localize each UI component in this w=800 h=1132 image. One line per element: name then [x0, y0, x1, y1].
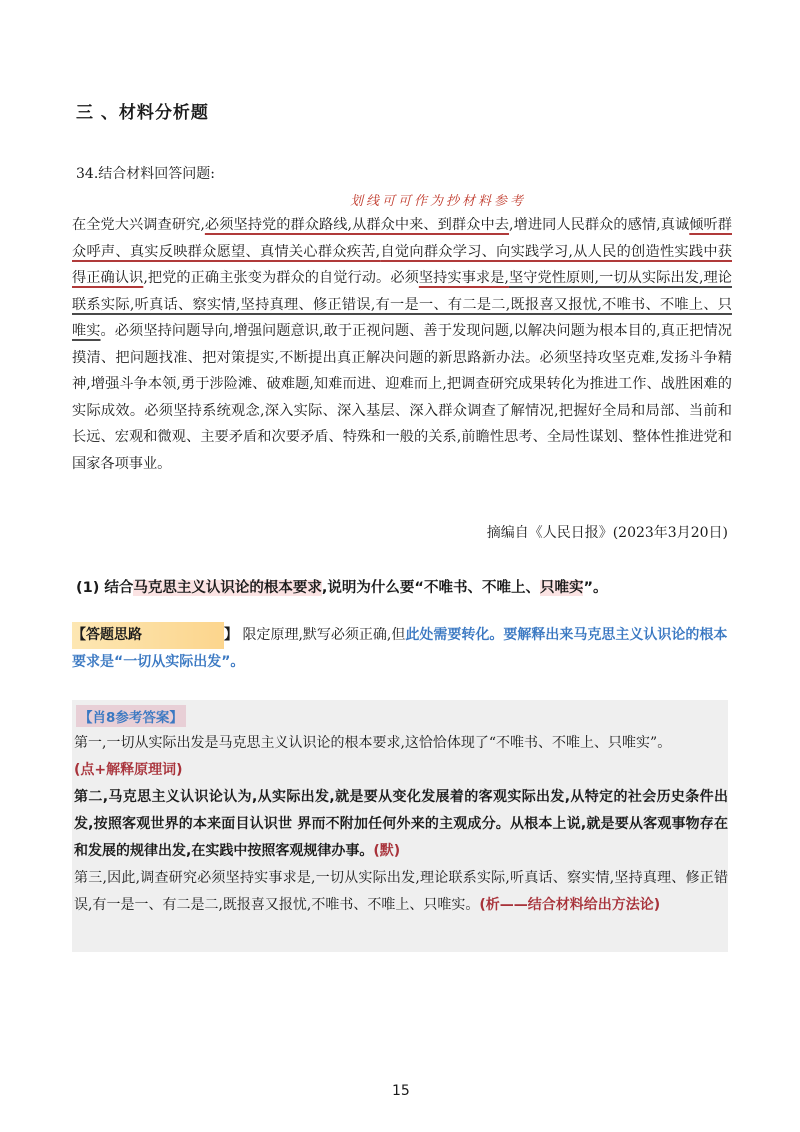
highlighted-term: 马克思主义认识论的根本要求 [133, 580, 322, 596]
passage-text: 在全党大兴调查研究, [72, 217, 205, 233]
passage-text: ,增进同人民群众的感情,真诚 [508, 217, 690, 233]
answer-thinking [72, 622, 732, 676]
sub-question [76, 576, 607, 597]
sub-question-suffix: ”。 [583, 580, 608, 596]
answer-paragraph-2 [74, 784, 728, 865]
thinking-tag-label: 【答题思路 [72, 627, 142, 643]
source-citation: 摘编自《人民日报》(2023年3月20日) [486, 525, 728, 541]
underlined-text: 坚持实事求是, [418, 270, 509, 286]
passage-text: ,把党的正确主张变为群众的自觉行动。必须 [143, 270, 419, 286]
thinking-tag [72, 622, 224, 649]
answer-text [74, 730, 728, 919]
answer-note: (默) [373, 843, 401, 859]
answer-tag: 【肖8参考答案】 [76, 705, 186, 727]
underlined-text: 必须坚持党的群众路线,从群众中来、到群众中去 [204, 217, 509, 233]
sub-question-middle: ,说明为什么要“不唯书、不唯上、 [321, 580, 540, 596]
section-title: 三 、材料分析题 [76, 103, 209, 123]
answer-p2-text: 第二,马克思主义认识论认为,从实际出发,就是要从变化发展着的客观实际出发,从特定的社会历史条件出发,按照客观世界的本来面目认识世 界而不附加任何外来的主观成分。从根本上说,就是要从客观事物存在和发展的规律出发,在实践中按照客观规律办事。 [74, 789, 728, 859]
question-number: 34.结合材料回答问题: [76, 166, 215, 182]
thinking-tag-end: 】 [224, 627, 238, 643]
underlined-text: 坚守党性原则,一切从实际出发,理论联系实际,听真话、察实情,坚持真理、修正错误,有一是一、有二是二,既报喜又报忧,不唯书、不唯上、只唯实 [72, 270, 732, 339]
highlighted-term: 只唯实 [539, 580, 584, 596]
passage-text: 。必须坚持问题导向,增强问题意识,敢于正视问题、善于发现问题,以解决问题为根本目的,真正把情况摸清、把问题找准、把对策提实,不断提出真正解决问题的新思路新办法。必须坚持攻坚克难,发扬斗争精神,增强斗争本领,勇于涉险滩、破难题,知难而进、迎难而上,把调查研究成果转化为推进工作、战胜困难的实际成效。必须坚持系统观念,深入实际、深入基层、深入群众调查了解情况,把握好全局和局部、当前和长远、宏观和微观、主要矛盾和次要矛盾、特殊和一般的关系,前瞻性思考、全局性谋划、整体性推进党和国家各项事业。 [72, 323, 732, 472]
answer-p3-text: 第三,因此,调查研究必须坚持实事求是,一切从实际出发,理论联系实际,听真话、察实情,坚持真理、修正错误,有一是一、有二是二,既报喜又报忧,不唯书、不唯上、只唯实。 [74, 870, 728, 913]
thinking-blue: 此处需要转化。要解释出来马克思主义认识论的根本要求是“一切从实际出发”。 [72, 627, 728, 670]
answer-note: (点+解释原理词) [74, 762, 183, 778]
page-number: 15 [392, 1083, 410, 1099]
answer-paragraph-1 [74, 730, 728, 784]
material-passage [72, 212, 732, 477]
underlined-text: 自觉向群众学习、向实践学习,从人民的创造性实践中获得正确认识 [72, 243, 732, 286]
answer-p1-text: 第一,一切从实际出发是马克思主义认识论的根本要求,这恰恰体现了“不唯书、不唯上、只唯实”。 [74, 735, 672, 751]
answer-paragraph-3 [74, 865, 728, 919]
sub-question-prefix: (1) 结合 [76, 580, 134, 596]
handwritten-note: 划线可可作为抄材料参考 [350, 194, 527, 209]
underlined-text: 倾听群众呼声、真实反映群众愿望、真情关心群众疾苦, [72, 217, 732, 260]
thinking-plain: 限定原理,默写必须正确,但 [238, 627, 406, 643]
answer-note: (析——结合材料给出方法论) [479, 897, 661, 913]
